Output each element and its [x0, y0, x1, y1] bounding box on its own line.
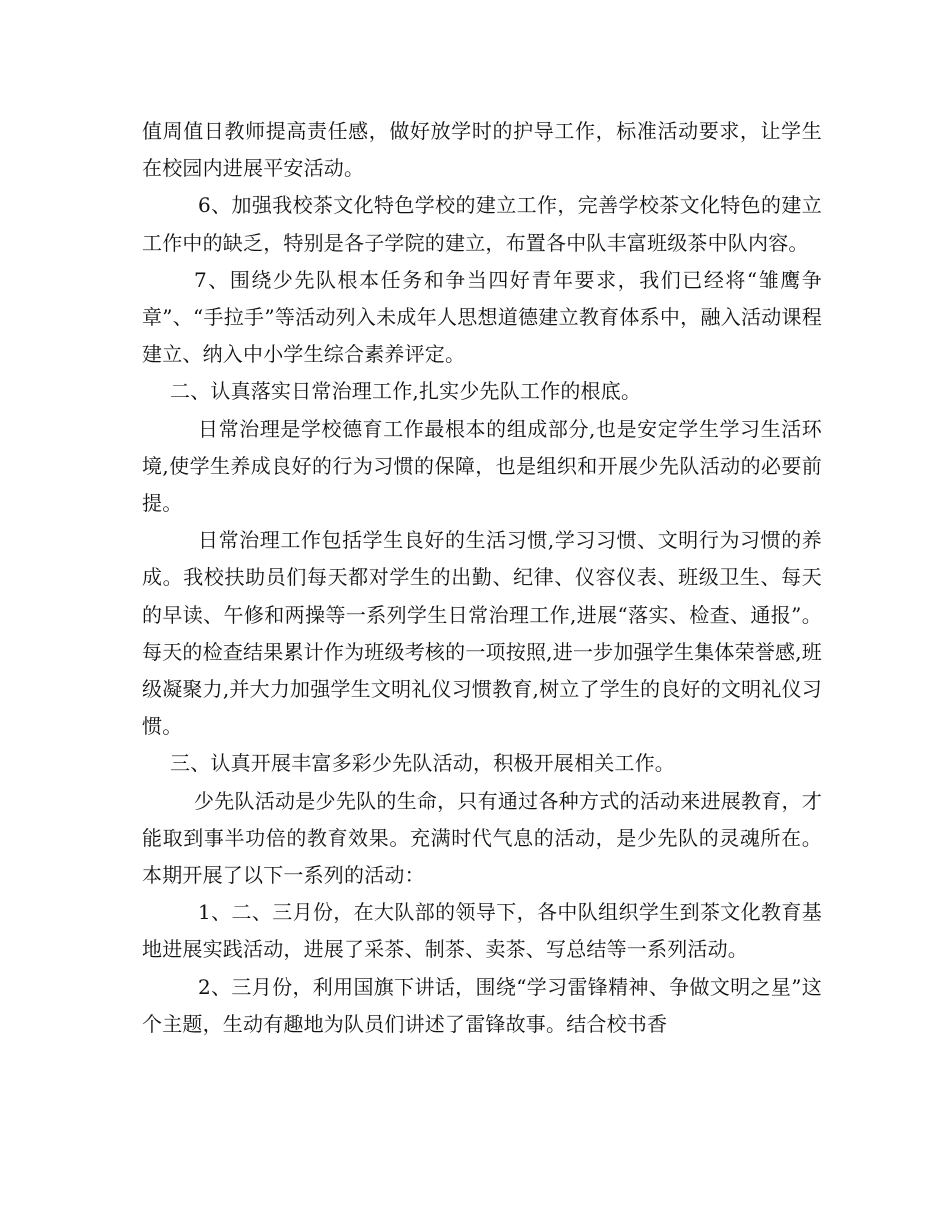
paragraph-daily-management-details: 日常治理工作包括学生良好的生活习惯,学习习惯、文明行为习惯的养成。我校扶助员们每天都对学生的出勤、纪律、仪容仪表、班级卫生、每天的早读、午修和两操等一系列学生日常治理工作,进展“落实、检查、通报”。每天的检查结果累计作为班级考核的一项按照,进一步加强学生集体荣誉感,班级凝聚力,并大力加强学生文明礼仪习惯教育,树立了学生的良好的文明礼仪习惯。: [142, 528, 822, 739]
paragraph-daily-management: 日常治理是学校德育工作最根本的组成部分,也是安定学生学习生活环境,使学生养成良好的行为习惯的保障，也是组织和开展少先队活动的必要前提。: [142, 416, 822, 516]
section-heading-two: 二、认真落实日常治理工作,扎实少先队工作的根底。: [170, 379, 642, 404]
section-heading-three: 三、认真开展丰富多彩少先队活动，积极开展相关工作。: [170, 751, 675, 776]
paragraph-item-6: 6、加强我校茶文化特色学校的建立工作，完善学校茶文化特色的建立工作中的缺乏，特别是各子学院的建立，布置各中队丰富班级茶中队内容。: [142, 193, 822, 255]
paragraph-duty-teachers: 值周值日教师提高责任感，做好放学时的护导工作，标准活动要求，让学生在校园内进展平安活动。: [142, 119, 822, 181]
document-body: [142, 113, 822, 1043]
paragraph-activity-1: 1、二、三月份，在大队部的领导下，各中队组织学生到茶文化教育基地进展实践活动，进展了采茶、制茶、卖茶、写总结等一系列活动。: [142, 900, 822, 962]
paragraph-item-7: 7、围绕少先队根本任务和争当四好青年要求，我们已经将“雏鹰争章”、“手拉手”等活动列入未成年人思想道德建立教育体系中，融入活动课程建立、纳入中小学生综合素养评定。: [142, 267, 822, 367]
paragraph-activity-2: 2、三月份，利用国旗下讲话，围绕“学习雷锋精神、争做文明之星”这个主题，生动有趣地为队员们讲述了雷锋故事。结合校书香: [142, 974, 822, 1036]
paragraph-activities-intro: 少先队活动是少先队的生命，只有通过各种方式的活动来进展教育，才能取到事半功倍的教育效果。充满时代气息的活动，是少先队的灵魂所在。本期开展了以下一系列的活动：: [142, 788, 822, 888]
